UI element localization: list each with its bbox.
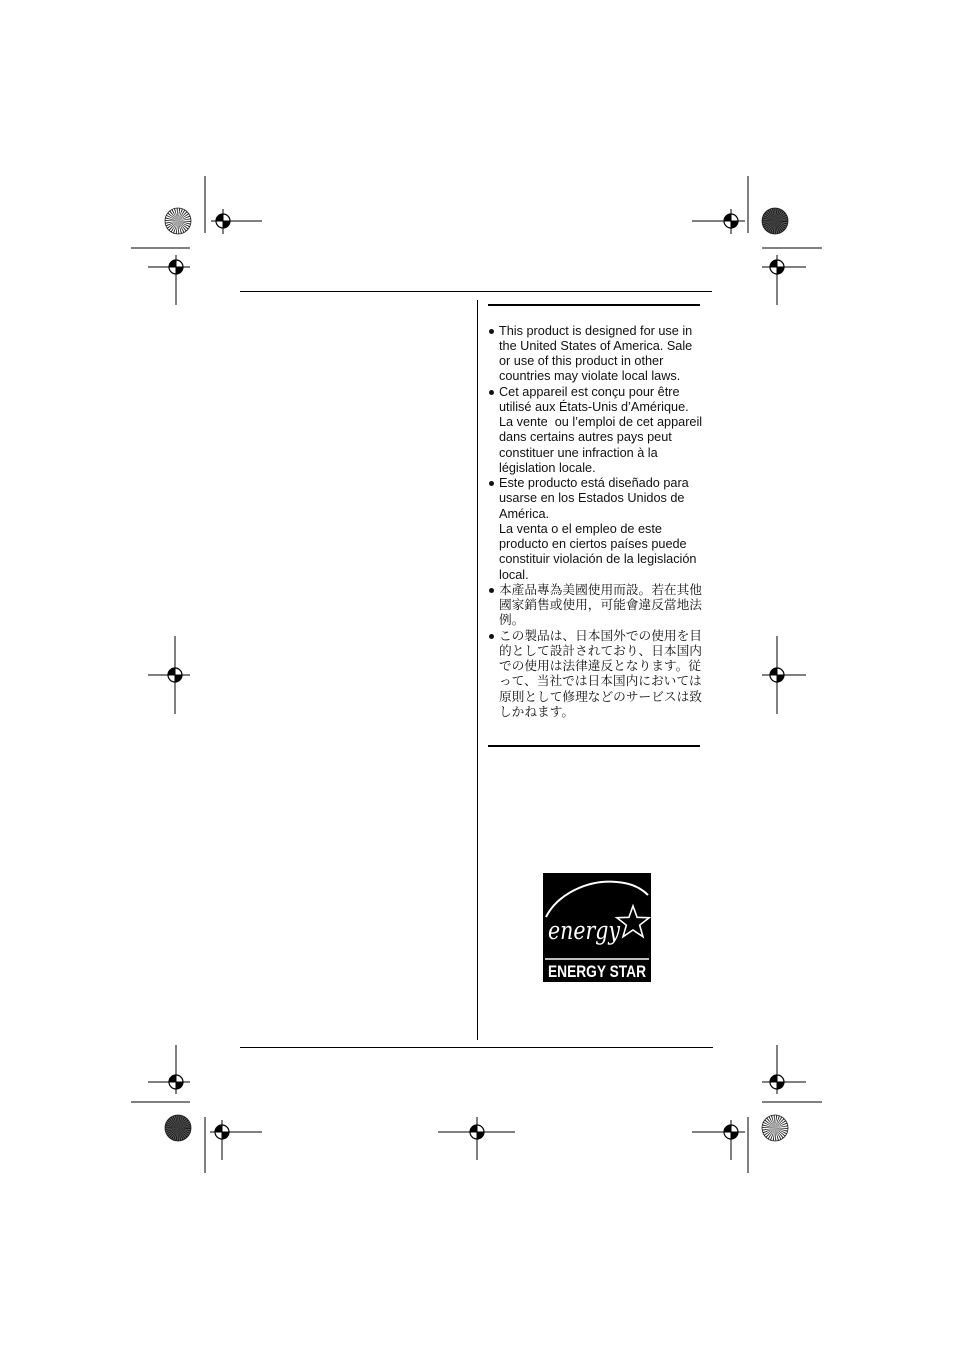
- section-rule: [488, 304, 700, 306]
- registration-mark: [210, 1120, 262, 1160]
- bullet-icon: [489, 329, 494, 334]
- registration-mark: [762, 636, 806, 714]
- notice-text-spanish: Este producto está diseñado para usarse en los Estados Unidos de América. La venta o el empleo de este producto en ciertos países puede constituir violación de la legislación local.: [499, 476, 697, 582]
- registration-mark: [438, 1117, 515, 1160]
- sunburst-mark-top-left: [165, 208, 191, 234]
- list-item: [488, 476, 714, 583]
- registration-mark: [692, 1120, 745, 1160]
- list-item: [488, 629, 714, 721]
- column-divider: [477, 300, 478, 1040]
- bullet-icon: [489, 634, 494, 639]
- footer-rule: [240, 1047, 713, 1048]
- registration-mark: [148, 636, 190, 714]
- notice-text-english: This product is designed for use in the United States of America. Sale or use of this product in other countries may violate local laws.: [499, 323, 693, 384]
- sunburst-mark-bottom-right: [762, 1115, 788, 1141]
- bullet-icon: [489, 481, 494, 486]
- energy-star-logo: [543, 873, 651, 982]
- registration-mark: [762, 1045, 806, 1094]
- bullet-icon: [489, 390, 494, 395]
- bullet-icon: [489, 588, 494, 593]
- sunburst-mark-bottom-left: [165, 1115, 191, 1141]
- notice-text-chinese: 本產品專為美國使用而設。若在其他 國家銷售或使用，可能會違反當地法 例。: [499, 582, 702, 628]
- usage-notice-list: [488, 324, 714, 721]
- list-item: [488, 583, 714, 629]
- registration-mark: [148, 255, 190, 305]
- section-rule: [488, 745, 700, 747]
- registration-mark: [211, 209, 262, 234]
- header-rule: [240, 291, 712, 292]
- logo-script-text: energy: [548, 916, 621, 945]
- list-item: [488, 324, 714, 385]
- registration-mark: [762, 255, 806, 305]
- list-item: [488, 385, 714, 477]
- notice-text-japanese: この製品は、日本国外での使用を目 的として設計されており、日本国内 での使用は法律違反となります。従 って、当社では日本国内においては 原則として修理などのサービスは致 しかねます。: [499, 628, 702, 719]
- logo-label: ENERGY STAR: [548, 962, 646, 981]
- registration-mark: [692, 209, 745, 234]
- registration-mark: [148, 1045, 190, 1094]
- notice-text-french: Cet appareil est conçu pour être utilisé aux États-Unis d’Amérique. La vente ou l’emploi de cet appareil dans certains autres pays peut constituer une infraction à la législation locale.: [499, 384, 703, 475]
- sunburst-mark-top-right: [762, 208, 788, 234]
